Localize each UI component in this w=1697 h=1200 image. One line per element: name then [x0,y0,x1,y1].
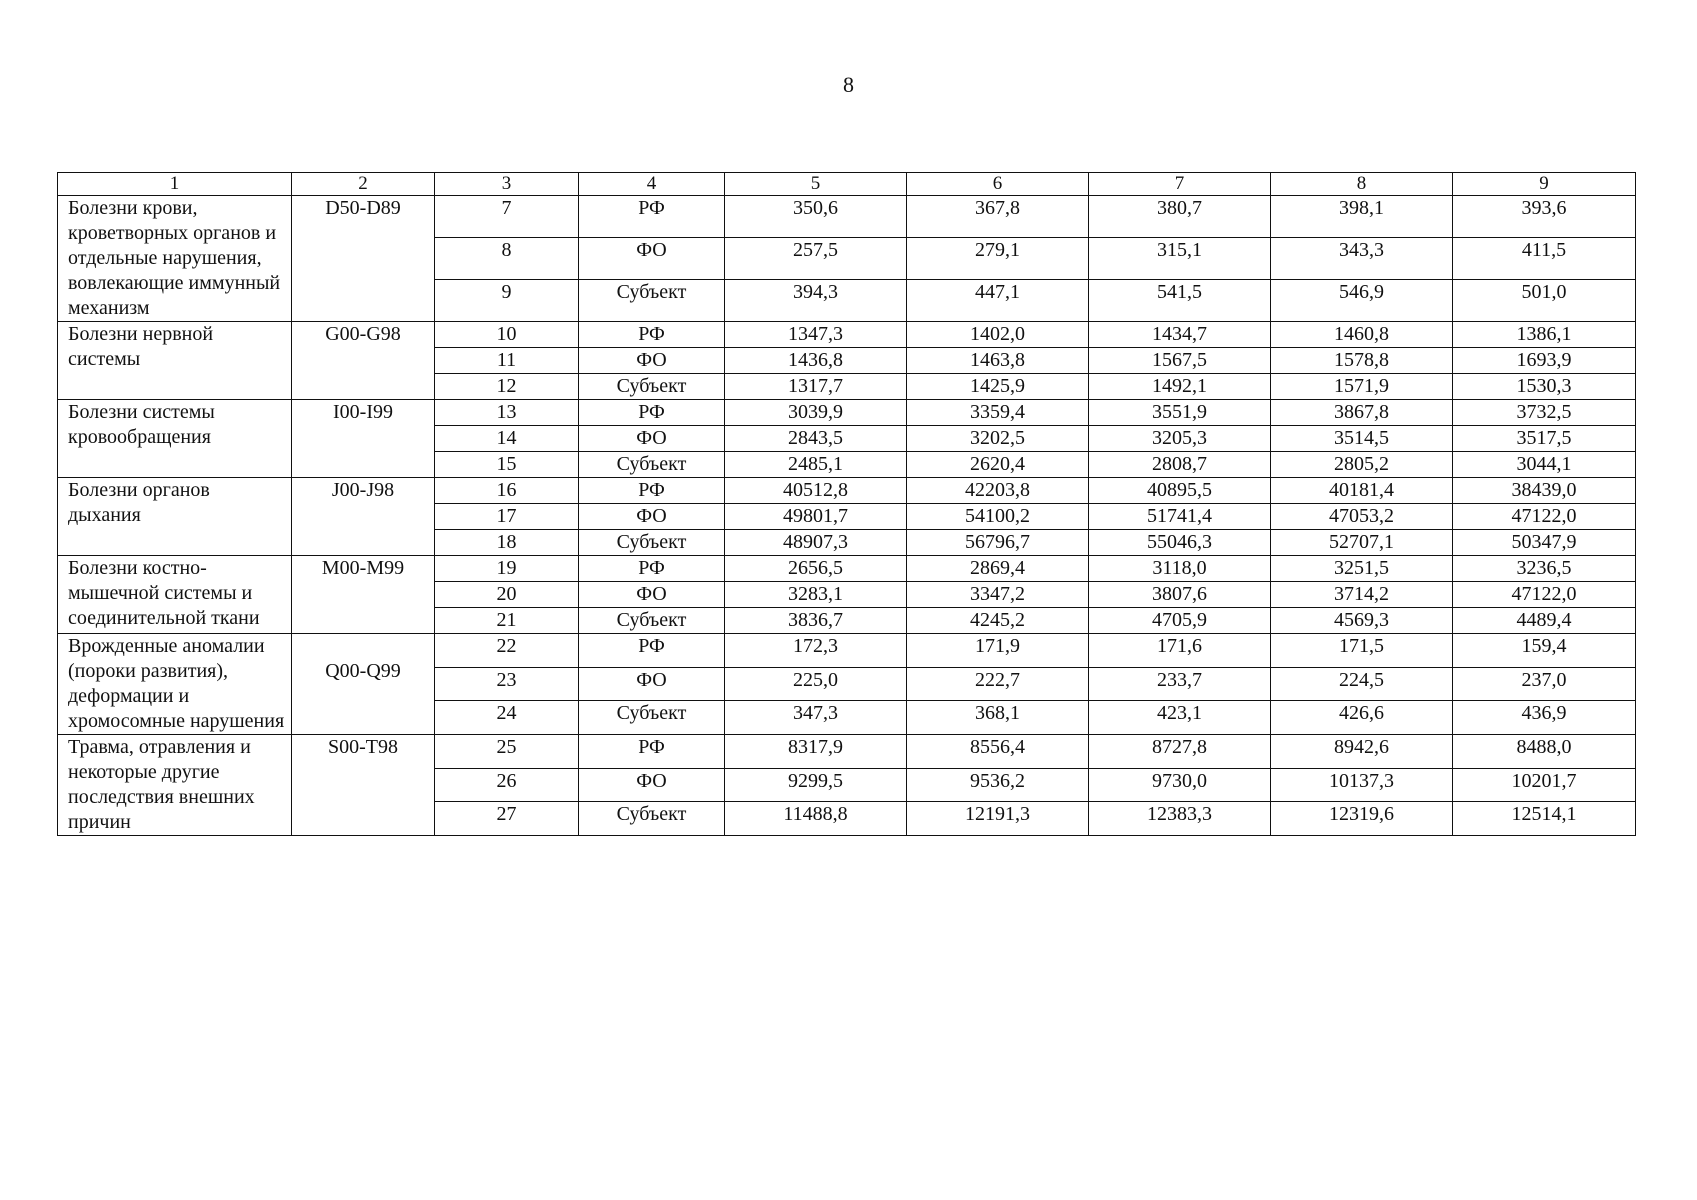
value-cell: 8727,8 [1089,735,1271,769]
value-cell: 224,5 [1271,667,1453,701]
value-cell: 171,9 [907,634,1089,668]
column-number: 6 [907,173,1089,196]
value-cell: 10137,3 [1271,768,1453,802]
disease-class-name: Болезни системы кровообращения [58,400,292,478]
value-cell: 237,0 [1453,667,1636,701]
row-number: 15 [435,452,579,478]
value-cell: 3551,9 [1089,400,1271,426]
row-number: 13 [435,400,579,426]
value-cell: 49801,7 [725,504,907,530]
value-cell: 350,6 [725,196,907,238]
value-cell: 367,8 [907,196,1089,238]
value-cell: 343,3 [1271,238,1453,280]
value-cell: 1386,1 [1453,322,1636,348]
value-cell: 426,6 [1271,701,1453,735]
value-cell: 9730,0 [1089,768,1271,802]
icd-code: D50-D89 [292,196,435,322]
value-cell: 3347,2 [907,582,1089,608]
value-cell: 257,5 [725,238,907,280]
value-cell: 8556,4 [907,735,1089,769]
icd-code-text: Q00-Q99 [325,660,401,682]
value-cell: 3039,9 [725,400,907,426]
value-cell: 3202,5 [907,426,1089,452]
value-cell: 1492,1 [1089,374,1271,400]
value-cell: 222,7 [907,667,1089,701]
level-label: Субъект [579,530,725,556]
icd-code: S00-T98 [292,735,435,836]
disease-class-name: Болезни нервной системы [58,322,292,400]
level-label: ФО [579,667,725,701]
level-label: Субъект [579,452,725,478]
value-cell: 159,4 [1453,634,1636,668]
value-cell: 3205,3 [1089,426,1271,452]
value-cell: 8317,9 [725,735,907,769]
level-label: ФО [579,426,725,452]
value-cell: 9536,2 [907,768,1089,802]
value-cell: 2808,7 [1089,452,1271,478]
column-number: 1 [58,173,292,196]
row-number: 17 [435,504,579,530]
value-cell: 3514,5 [1271,426,1453,452]
icd-code: G00-G98 [292,322,435,400]
value-cell: 541,5 [1089,280,1271,322]
level-label: Субъект [579,280,725,322]
level-label: ФО [579,582,725,608]
row-number: 22 [435,634,579,668]
value-cell: 1317,7 [725,374,907,400]
level-label: Субъект [579,608,725,634]
value-cell: 12191,3 [907,802,1089,836]
value-cell: 40181,4 [1271,478,1453,504]
value-cell: 2620,4 [907,452,1089,478]
header-row [58,173,1636,196]
value-cell: 279,1 [907,238,1089,280]
value-cell: 40895,5 [1089,478,1271,504]
column-number: 4 [579,173,725,196]
level-label: ФО [579,768,725,802]
level-label: РФ [579,634,725,668]
level-label: Субъект [579,701,725,735]
column-number: 5 [725,173,907,196]
value-cell: 54100,2 [907,504,1089,530]
table-row [58,322,1636,348]
value-cell: 171,5 [1271,634,1453,668]
value-cell: 225,0 [725,667,907,701]
row-number: 16 [435,478,579,504]
row-number: 12 [435,374,579,400]
level-label: ФО [579,504,725,530]
row-number: 10 [435,322,579,348]
value-cell: 3714,2 [1271,582,1453,608]
value-cell: 368,1 [907,701,1089,735]
value-cell: 3359,4 [907,400,1089,426]
statistics-table [57,172,1636,836]
value-cell: 1434,7 [1089,322,1271,348]
column-number: 2 [292,173,435,196]
level-label: РФ [579,400,725,426]
level-label: РФ [579,196,725,238]
level-label: РФ [579,735,725,769]
table-row [58,634,1636,668]
value-cell: 3732,5 [1453,400,1636,426]
value-cell: 48907,3 [725,530,907,556]
value-cell: 171,6 [1089,634,1271,668]
value-cell: 546,9 [1271,280,1453,322]
icd-code: M00-M99 [292,556,435,634]
level-label: Субъект [579,802,725,836]
disease-class-name: Болезни костно-мышечной системы и соединительной ткани [58,556,292,634]
value-cell: 4489,4 [1453,608,1636,634]
value-cell: 4569,3 [1271,608,1453,634]
level-label: ФО [579,348,725,374]
row-number: 19 [435,556,579,582]
row-number: 26 [435,768,579,802]
disease-class-name: Врожденные аномалии (пороки развития), деформации и хромосомные нарушения [58,634,292,735]
value-cell: 10201,7 [1453,768,1636,802]
row-number: 23 [435,667,579,701]
value-cell: 436,9 [1453,701,1636,735]
value-cell: 2843,5 [725,426,907,452]
value-cell: 9299,5 [725,768,907,802]
value-cell: 3251,5 [1271,556,1453,582]
value-cell: 423,1 [1089,701,1271,735]
table-row [58,556,1636,582]
level-label: РФ [579,322,725,348]
value-cell: 1425,9 [907,374,1089,400]
value-cell: 3867,8 [1271,400,1453,426]
table-row [58,735,1636,769]
value-cell: 47053,2 [1271,504,1453,530]
row-number: 20 [435,582,579,608]
row-number: 11 [435,348,579,374]
value-cell: 315,1 [1089,238,1271,280]
level-label: РФ [579,556,725,582]
column-number: 3 [435,173,579,196]
table-row [58,400,1636,426]
column-number: 9 [1453,173,1636,196]
value-cell: 3283,1 [725,582,907,608]
value-cell: 3836,7 [725,608,907,634]
value-cell: 3517,5 [1453,426,1636,452]
value-cell: 1347,3 [725,322,907,348]
disease-class-name: Травма, отравления и некоторые другие последствия внешних причин [58,735,292,836]
value-cell: 40512,8 [725,478,907,504]
value-cell: 8942,6 [1271,735,1453,769]
value-cell: 47122,0 [1453,504,1636,530]
value-cell: 55046,3 [1089,530,1271,556]
value-cell: 4705,9 [1089,608,1271,634]
value-cell: 398,1 [1271,196,1453,238]
level-label: ФО [579,238,725,280]
icd-code [292,634,435,735]
level-label: Субъект [579,374,725,400]
value-cell: 51741,4 [1089,504,1271,530]
table-row [58,478,1636,504]
value-cell: 12383,3 [1089,802,1271,836]
row-number: 14 [435,426,579,452]
value-cell: 3236,5 [1453,556,1636,582]
value-cell: 380,7 [1089,196,1271,238]
value-cell: 172,3 [725,634,907,668]
value-cell: 1578,8 [1271,348,1453,374]
value-cell: 8488,0 [1453,735,1636,769]
value-cell: 50347,9 [1453,530,1636,556]
value-cell: 11488,8 [725,802,907,836]
icd-code: J00-J98 [292,478,435,556]
value-cell: 47122,0 [1453,582,1636,608]
value-cell: 3044,1 [1453,452,1636,478]
row-number: 18 [435,530,579,556]
value-cell: 447,1 [907,280,1089,322]
value-cell: 3807,6 [1089,582,1271,608]
value-cell: 1693,9 [1453,348,1636,374]
value-cell: 233,7 [1089,667,1271,701]
disease-class-name: Болезни органов дыхания [58,478,292,556]
page-number: 8 [843,72,854,97]
value-cell: 4245,2 [907,608,1089,634]
value-cell: 411,5 [1453,238,1636,280]
row-number: 8 [435,238,579,280]
value-cell: 393,6 [1453,196,1636,238]
row-number: 9 [435,280,579,322]
value-cell: 2656,5 [725,556,907,582]
level-label: РФ [579,478,725,504]
row-number: 25 [435,735,579,769]
value-cell: 56796,7 [907,530,1089,556]
value-cell: 2805,2 [1271,452,1453,478]
value-cell: 38439,0 [1453,478,1636,504]
value-cell: 12319,6 [1271,802,1453,836]
value-cell: 1567,5 [1089,348,1271,374]
icd-code: I00-I99 [292,400,435,478]
value-cell: 1463,8 [907,348,1089,374]
row-number: 27 [435,802,579,836]
value-cell: 1402,0 [907,322,1089,348]
value-cell: 2869,4 [907,556,1089,582]
column-number: 8 [1271,173,1453,196]
value-cell: 1571,9 [1271,374,1453,400]
table-row [58,196,1636,238]
value-cell: 347,3 [725,701,907,735]
value-cell: 42203,8 [907,478,1089,504]
row-number: 7 [435,196,579,238]
value-cell: 2485,1 [725,452,907,478]
value-cell: 52707,1 [1271,530,1453,556]
value-cell: 3118,0 [1089,556,1271,582]
value-cell: 394,3 [725,280,907,322]
row-number: 24 [435,701,579,735]
value-cell: 501,0 [1453,280,1636,322]
value-cell: 1530,3 [1453,374,1636,400]
column-number: 7 [1089,173,1271,196]
row-number: 21 [435,608,579,634]
disease-class-name: Болезни крови, кроветворных органов и отдельные нарушения, вовлекающие иммунный механизм [58,196,292,322]
value-cell: 12514,1 [1453,802,1636,836]
value-cell: 1460,8 [1271,322,1453,348]
value-cell: 1436,8 [725,348,907,374]
